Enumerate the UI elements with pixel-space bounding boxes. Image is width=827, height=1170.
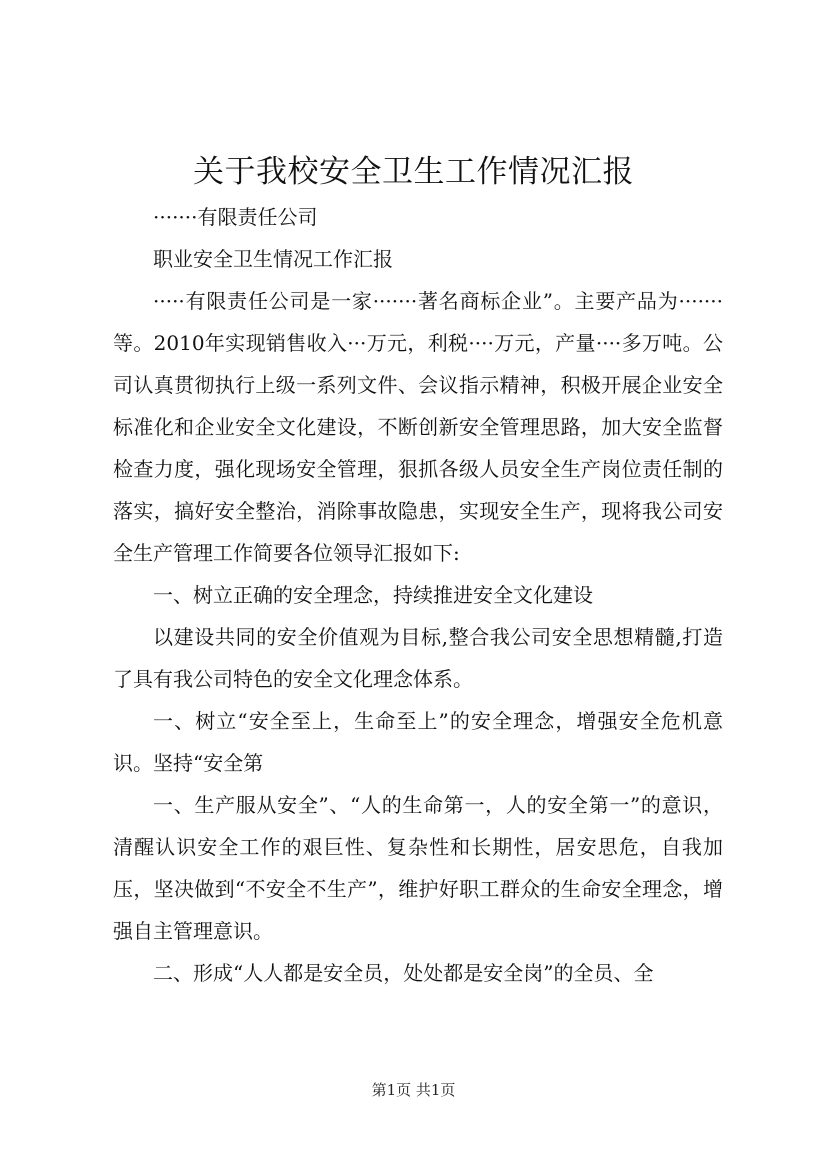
- section-heading-1: 一、树立正确的安全理念，持续推进安全文化建设: [153, 583, 593, 607]
- subsection-paragraph-2: 一、生产服从安全”、“人的生命第一，人的安全第一”的意识，清醒认识安全工作的艰巨性、复杂性和长期性，居安思危，自我加压，坚决做到“不安全不生产”，维护好职工群众的生命安全理念，增强自主管理意识。: [113, 793, 723, 943]
- document-body: [113, 196, 723, 994]
- subsection-paragraph-3: 二、形成“人人都是安全员，处处都是安全岗”的全员、全: [153, 961, 654, 985]
- document-title: 关于我校安全卫生工作情况汇报: [193, 154, 634, 190]
- company-line: ·······有限责任公司: [153, 205, 318, 229]
- subsection-paragraph-1: 一、树立“安全至上，生命至上”的安全理念，增强安全危机意识。坚持“安全第: [113, 709, 723, 775]
- intro-paragraph: ·····有限责任公司是一家·······著名商标企业”。主要产品为·······等。2010年实现销售收入···万元，利税····万元，产量····多万吨。公司认真贯彻执行上级一系列文件、会议指示精神，积极开展企业安全标准化和企业安全文化建设，不断创新安全管理思路，加大安全监督检查力度，强化现场安全管理，狠抓各级人员安全生产岗位责任制的落实，搞好安全整治，消除事故隐患，实现安全生产，现将我公司安全生产管理工作简要各位领导汇报如下:: [113, 289, 723, 565]
- section-paragraph-1: 以建设共同的安全价值观为目标,整合我公司安全思想精髓,打造了具有我公司特色的安全文化理念体系。: [113, 625, 723, 691]
- page-footer: 第1页 共1页: [371, 1081, 456, 1099]
- report-subtitle: 职业安全卫生情况工作汇报: [153, 247, 393, 271]
